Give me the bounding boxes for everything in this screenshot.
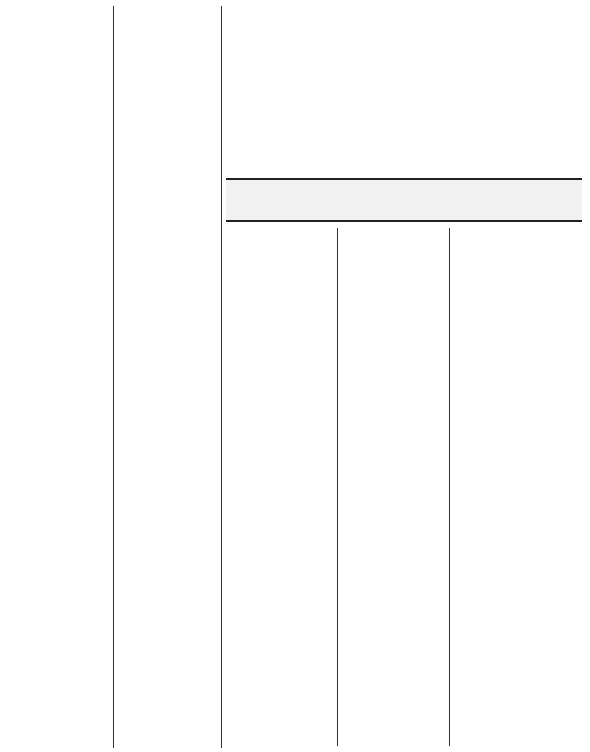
article-title-area xyxy=(226,112,582,174)
article-column-4 xyxy=(116,6,220,748)
article-column-5 xyxy=(4,6,112,748)
headline-line-2 xyxy=(226,51,582,69)
article-column-2 xyxy=(340,228,448,746)
article-column-3 xyxy=(224,228,336,746)
headline-block xyxy=(226,8,582,112)
column-rule xyxy=(449,228,450,746)
column-rule xyxy=(221,6,222,748)
title-honorific xyxy=(266,116,336,138)
column-rule xyxy=(337,228,338,746)
byline-text xyxy=(324,190,484,210)
headline-line-3 xyxy=(226,94,582,112)
column-rule xyxy=(113,6,114,748)
headline-line-1 xyxy=(226,8,582,26)
article-column-1 xyxy=(452,228,586,746)
byline-band xyxy=(226,178,582,222)
